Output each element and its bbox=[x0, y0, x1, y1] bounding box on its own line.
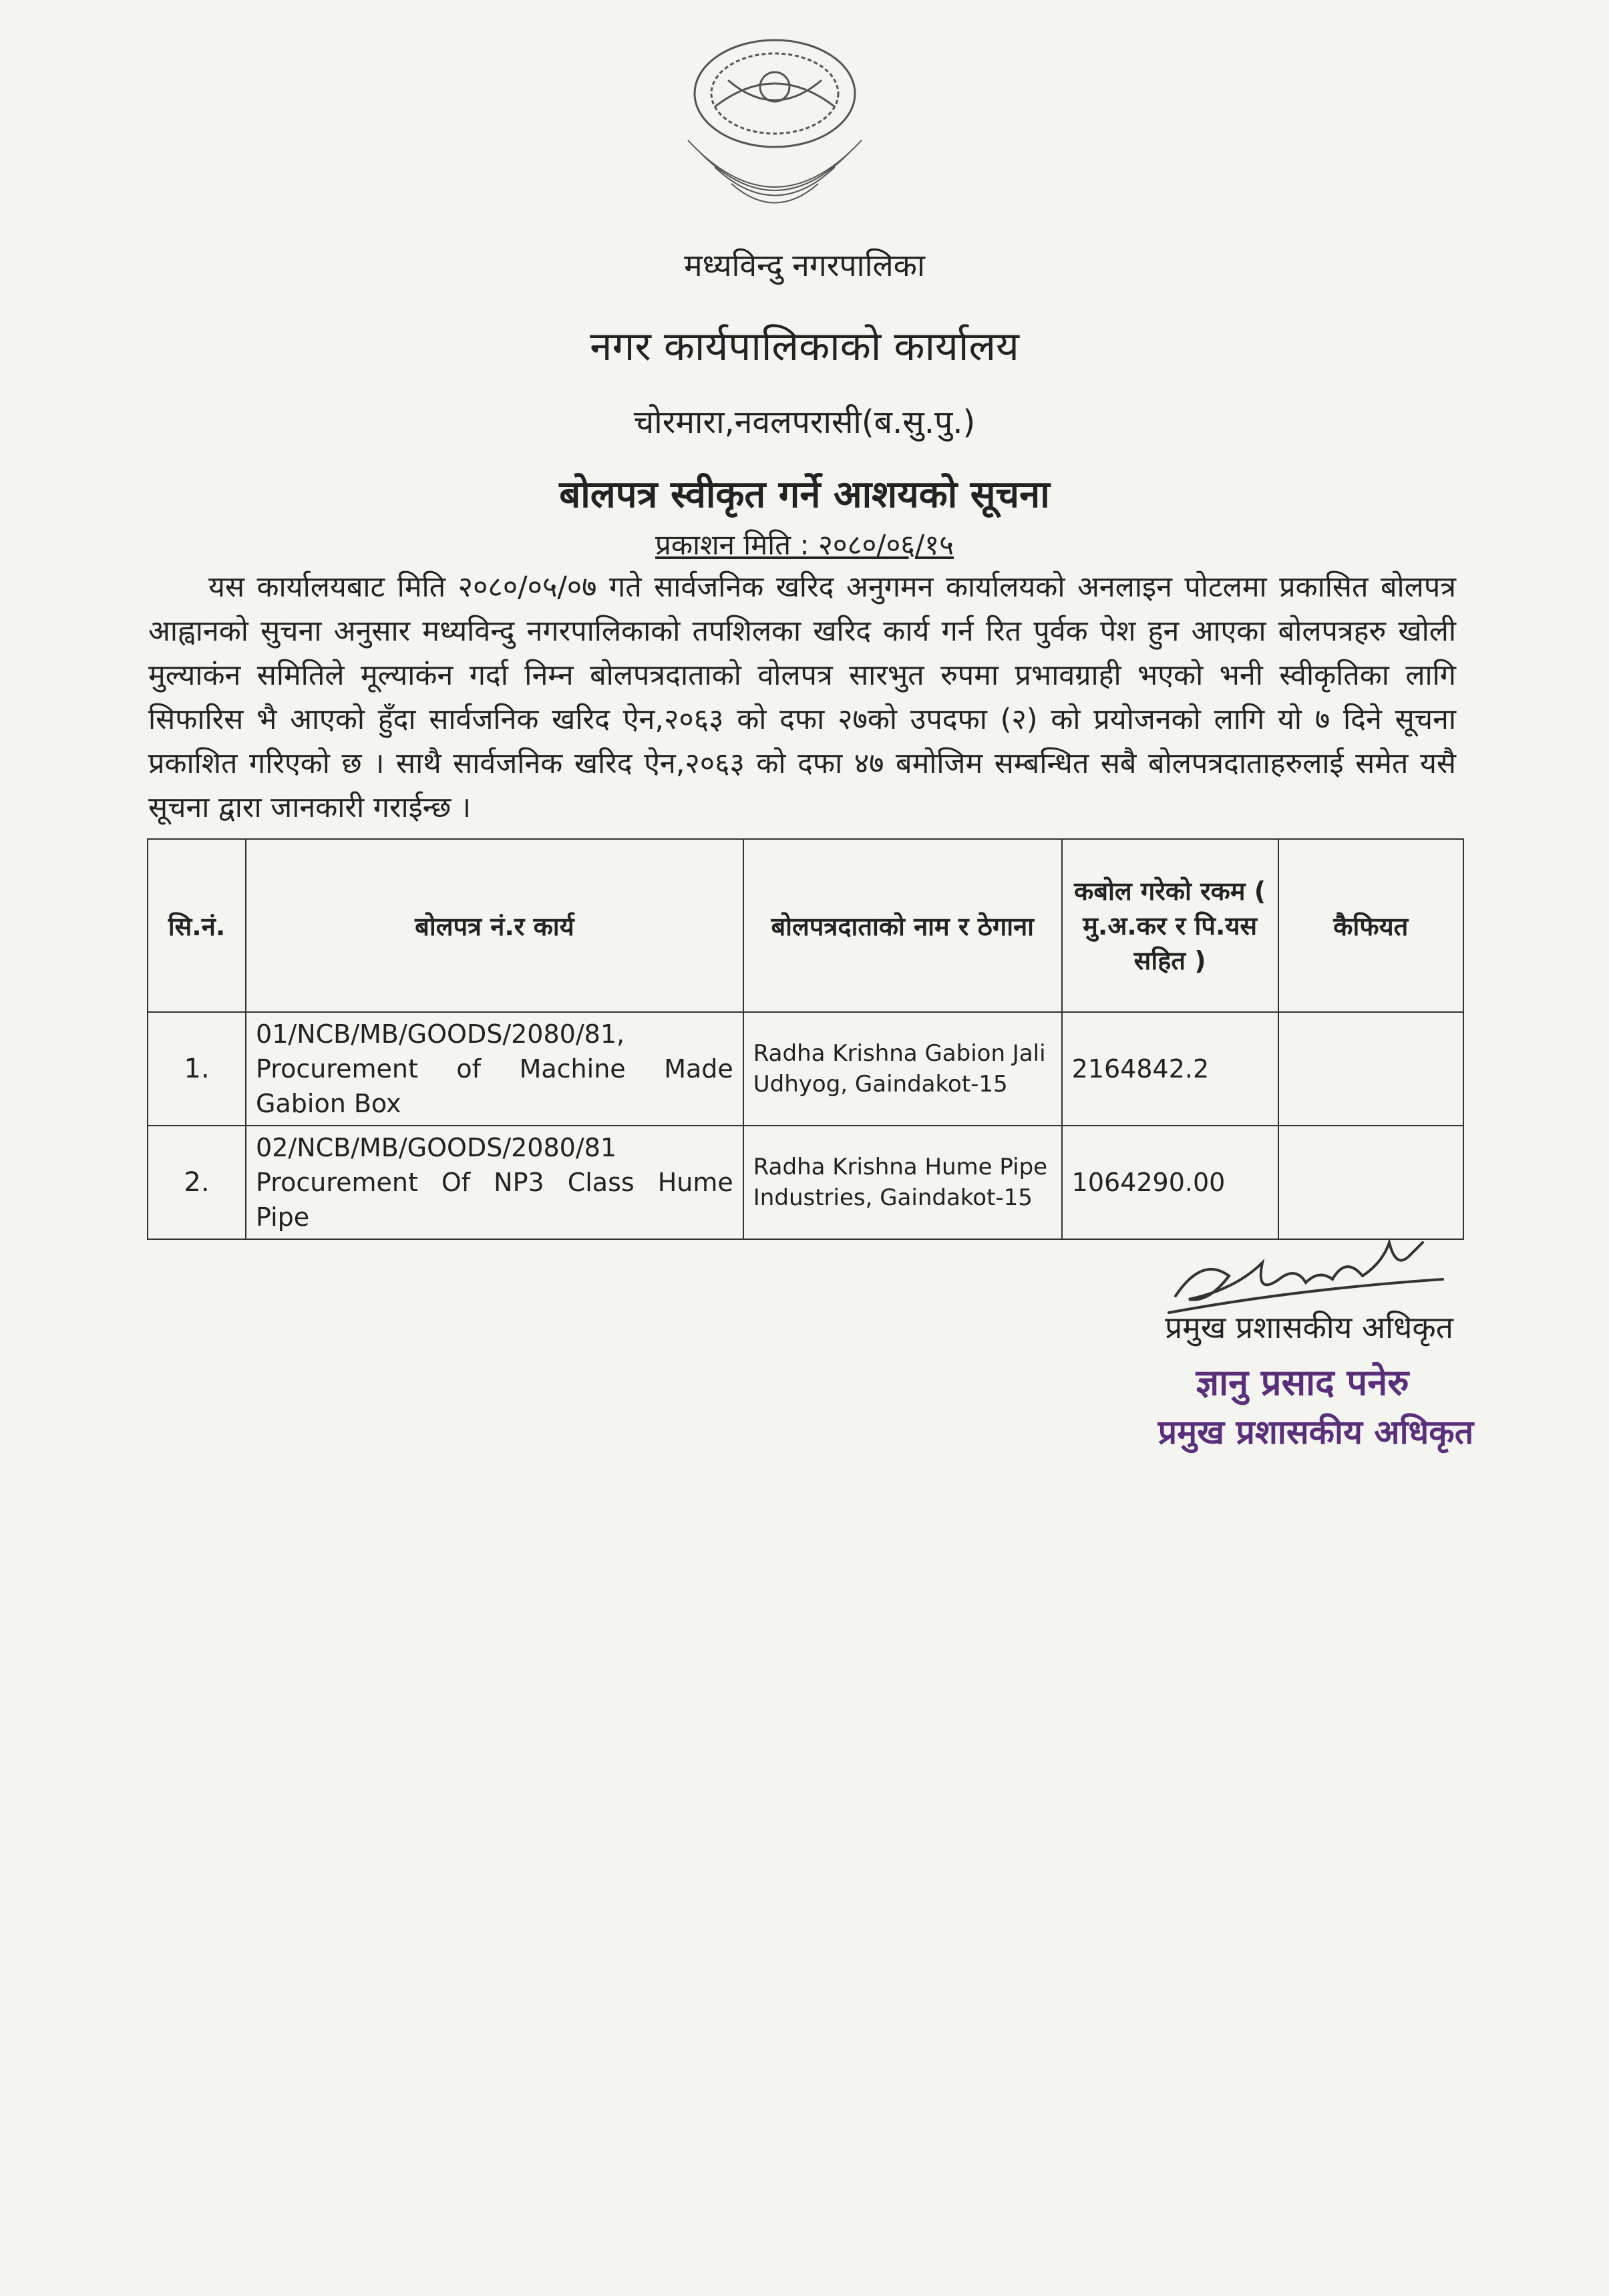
table-header-row bbox=[148, 839, 1463, 1012]
stamp-role: प्रमुख प्रशासकीय अधिकृत bbox=[1157, 1413, 1474, 1452]
row-bidder: Radha Krishna Gabion Jali Udhyog, Gaindakot-15 bbox=[743, 1012, 1062, 1126]
row-amount: 2164842.2 bbox=[1062, 1012, 1278, 1126]
row-remarks bbox=[1278, 1012, 1463, 1126]
office-address: चोरमारा,नवलपरासी(ब.सु.पु.) bbox=[633, 403, 976, 441]
table-row bbox=[148, 1012, 1463, 1126]
header-bidder: बोलपत्रदाताको नाम र ठेगाना bbox=[743, 839, 1062, 1012]
municipality-seal-icon bbox=[641, 33, 908, 254]
header-work: बोलपत्र नं.र कार्य bbox=[246, 839, 743, 1012]
header-amount: कबोल गरेको रकम ( मु.अ.कर र पि.यस सहित ) bbox=[1062, 839, 1278, 1012]
row-work: 02/NCB/MB/GOODS/2080/81 Procurement Of NP3 Class Hume Pipe bbox=[246, 1126, 743, 1239]
notice-title: बोलपत्र स्वीकृत गर्ने आशयको सूचना bbox=[559, 473, 1050, 516]
office-title: नगर कार्यपालिकाको कार्यालय bbox=[590, 323, 1019, 370]
row-sn: 2. bbox=[148, 1126, 246, 1239]
row-amount: 1064290.00 bbox=[1062, 1126, 1278, 1239]
stamp-name: ज्ञानु प्रसाद पनेरु bbox=[1196, 1361, 1409, 1404]
row-sn: 1. bbox=[148, 1012, 246, 1126]
publication-date: प्रकाशन मिति : २०८०/०६/१५ bbox=[655, 528, 954, 561]
bid-table bbox=[147, 838, 1464, 1240]
header-remarks: कैफियत bbox=[1278, 839, 1463, 1012]
signature-role: प्रमुख प्रशासकीय अधिकृत bbox=[1165, 1309, 1453, 1345]
row-work: 01/NCB/MB/GOODS/2080/81, Procurement of Machine Made Gabion Box bbox=[246, 1012, 743, 1126]
office-name: मध्यविन्दु नगरपालिका bbox=[684, 247, 925, 283]
notice-paragraph: यस कार्यालयबाट मिति २०८०/०५/०७ गते सार्वजनिक खरिद अनुगमन कार्यालयको अनलाइन पोटलमा प्रकासित बोलपत्र आह्वानको सुचना अनुसार मध्यविन्दु नगरपालिकाको तपशिलका खरिद कार्य गर्न रित पुर्वक पेश हुन आएका बोलपत्रहरु खोली मुल्याकंन समितिले मूल्याकंन गर्दा निम्न बोलपत्रदाताको वोलपत्र सारभुत रुपमा प्रभावग्राही भएको भनी स्वीकृतिका लागि सिफारिस भै आएको हुँदा सार्वजनिक खरिद ऐन,२०६३ को दफा २७को उपदफा (२) को प्रयोजनको लागि यो ७ दिने सूचना प्रकाशित गरिएको छ । साथै सार्वजनिक खरिद ऐन,२०६३ को दफा ४७ बमोजिम सम्बन्धित सबै बोलपत्रदाताहरुलाई समेत यसै सूचना द्वारा जानकारी गराईन्छ । bbox=[148, 570, 1456, 824]
row-bidder: Radha Krishna Hume Pipe Industries, Gaindakot-15 bbox=[743, 1126, 1062, 1239]
header-sn: सि.नं. bbox=[148, 839, 246, 1012]
